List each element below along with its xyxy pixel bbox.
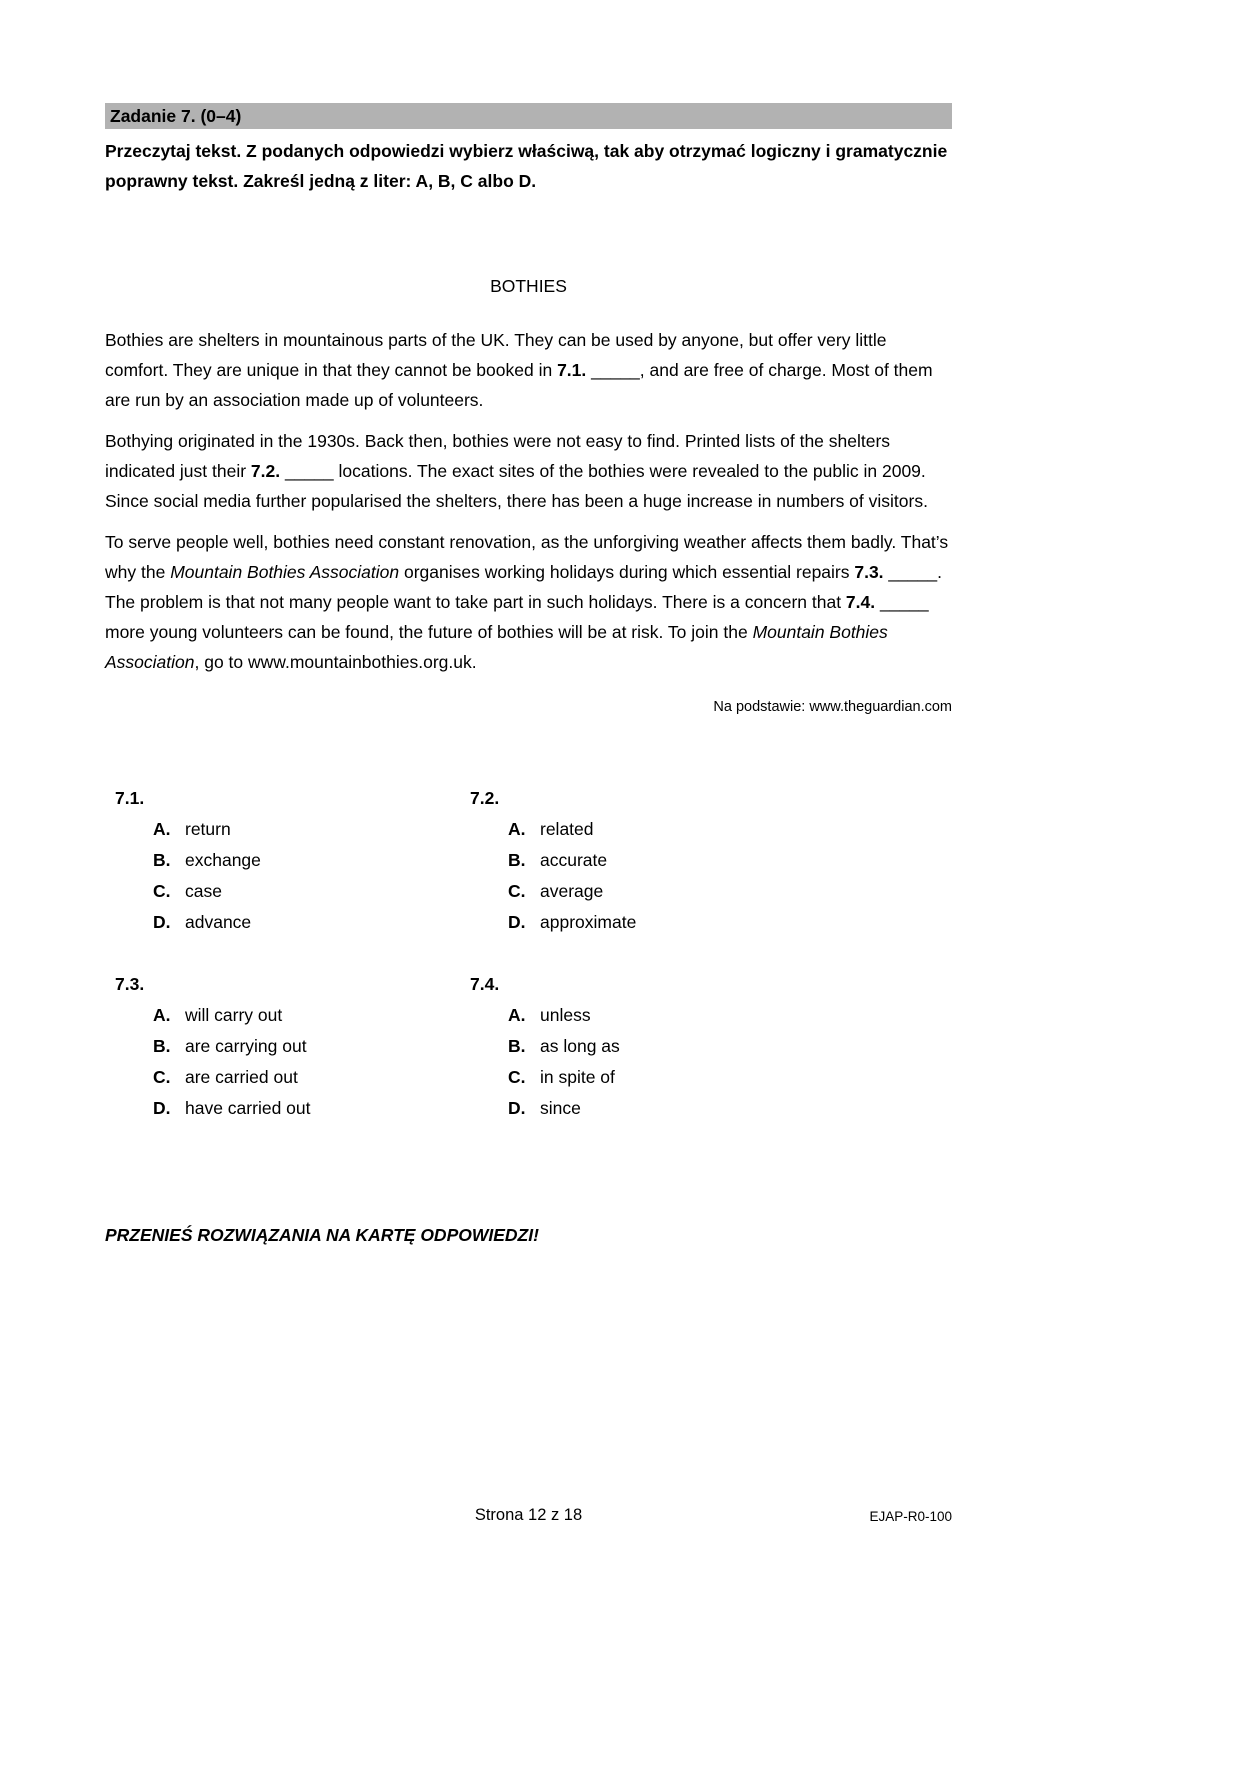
option-a xyxy=(153,814,460,845)
option-a xyxy=(508,814,815,845)
option-text: are carried out xyxy=(185,1067,298,1087)
paragraph-text: organises working holidays during which essential repairs xyxy=(399,562,855,582)
question-number: 7.2. xyxy=(470,788,500,808)
option-a xyxy=(153,1000,460,1031)
option-b xyxy=(153,1031,460,1062)
questions-row-2 xyxy=(105,969,952,1124)
paragraph-text: , go to www.mountainbothies.org.uk. xyxy=(194,652,477,672)
exam-code: EJAP-R0-100 xyxy=(869,1509,952,1524)
article-title: BOTHIES xyxy=(490,276,567,296)
option-letter: A. xyxy=(153,1005,171,1025)
option-letter: C. xyxy=(153,881,171,901)
option-letter: D. xyxy=(153,1098,171,1118)
association-name: Mountain Bothies Association xyxy=(105,622,888,672)
option-text: unless xyxy=(540,1005,591,1025)
option-d xyxy=(508,907,815,938)
option-text: will carry out xyxy=(185,1005,283,1025)
task-header-bar xyxy=(105,103,952,129)
option-letter: A. xyxy=(153,819,171,839)
article-paragraph-3 xyxy=(105,527,952,677)
option-text: accurate xyxy=(540,850,608,870)
option-letter: C. xyxy=(153,1067,171,1087)
option-letter: D. xyxy=(508,912,526,932)
option-letter: D. xyxy=(508,1098,526,1118)
option-d xyxy=(153,907,460,938)
gap-number-7-2: 7.2. xyxy=(250,461,281,481)
question-7-3 xyxy=(115,969,460,1124)
option-letter: A. xyxy=(508,1005,526,1025)
option-text: case xyxy=(185,881,222,901)
option-letter: C. xyxy=(508,1067,526,1087)
paragraph-text: To serve people well, bothies need constant renovation, as the unforgiving weather affects them badly. That’s why the xyxy=(105,532,949,582)
paragraph-text: Bothying originated in the 1930s. Back then, bothies were not easy to find. Printed lists of the shelters indicated just their xyxy=(105,431,891,481)
association-name: Mountain Bothies Association xyxy=(170,562,400,582)
gap-number-7-4: 7.4. xyxy=(845,592,876,612)
question-7-2 xyxy=(470,783,815,938)
option-d xyxy=(153,1093,460,1124)
transfer-answers-note: PRZENIEŚ ROZWIĄZANIA NA KARTĘ ODPOWIEDZI! xyxy=(105,1225,539,1245)
task-instructions: Przeczytaj tekst. Z podanych odpowiedzi wybierz właściwą, tak aby otrzymać logiczny i gramatycznie poprawny tekst. Zakreśl jedną z liter: A, B, C albo D. xyxy=(105,141,948,191)
option-c xyxy=(153,1062,460,1093)
page-number: Strona 12 z 18 xyxy=(474,1506,583,1524)
page-content xyxy=(105,103,952,1250)
questions-section xyxy=(105,783,952,1124)
option-text: have carried out xyxy=(185,1098,311,1118)
question-number: 7.3. xyxy=(115,974,145,994)
question-number: 7.1. xyxy=(115,788,145,808)
option-text: advance xyxy=(185,912,252,932)
paragraph-text: _____, and are free of charge. Most of them are run by an association made up of volunteers. xyxy=(105,360,933,410)
article-paragraph-1 xyxy=(105,325,952,415)
option-c xyxy=(153,876,460,907)
option-letter: B. xyxy=(508,850,526,870)
paragraph-text: _____ locations. The exact sites of the bothies were revealed to the public in 2009. Since social media further popularised the shelters, there has been a huge increase in numbers of visitors. xyxy=(105,461,928,511)
option-b xyxy=(508,1031,815,1062)
option-d xyxy=(508,1093,815,1124)
option-text: exchange xyxy=(185,850,261,870)
option-b xyxy=(508,845,815,876)
question-number: 7.4. xyxy=(470,974,500,994)
option-text: related xyxy=(540,819,594,839)
option-letter: B. xyxy=(508,1036,526,1056)
option-text: average xyxy=(540,881,604,901)
option-text: return xyxy=(185,819,231,839)
option-text: are carrying out xyxy=(185,1036,307,1056)
option-text: in spite of xyxy=(540,1067,615,1087)
questions-row-1 xyxy=(105,783,952,938)
option-a xyxy=(508,1000,815,1031)
gap-number-7-1: 7.1. xyxy=(557,360,587,380)
article-paragraph-2 xyxy=(105,426,952,516)
option-text: since xyxy=(540,1098,581,1118)
option-c xyxy=(508,876,815,907)
source-attribution: Na podstawie: www.theguardian.com xyxy=(713,699,952,715)
option-b xyxy=(153,845,460,876)
option-letter: D. xyxy=(153,912,171,932)
paragraph-text: Bothies are shelters in mountainous parts of the UK. They can be used by anyone, but offer very little comfort. They are unique in that they cannot be booked in xyxy=(105,330,887,380)
option-text: as long as xyxy=(540,1036,620,1056)
page-footer xyxy=(105,1503,952,1527)
option-text: approximate xyxy=(540,912,637,932)
gap-number-7-3: 7.3. xyxy=(854,562,884,582)
option-letter: B. xyxy=(153,1036,171,1056)
option-letter: B. xyxy=(153,850,171,870)
question-7-1 xyxy=(115,783,460,938)
paragraph-text: _____ more young volunteers can be found, the future of bothies will be at risk. To join the xyxy=(105,592,929,642)
option-letter: C. xyxy=(508,881,526,901)
option-letter: A. xyxy=(508,819,526,839)
task-label: Zadanie 7. (0–4) xyxy=(110,106,242,126)
paragraph-text: _____. The problem is that not many people want to take part in such holidays. There is a concern that xyxy=(105,562,942,612)
question-7-4 xyxy=(470,969,815,1124)
option-c xyxy=(508,1062,815,1093)
